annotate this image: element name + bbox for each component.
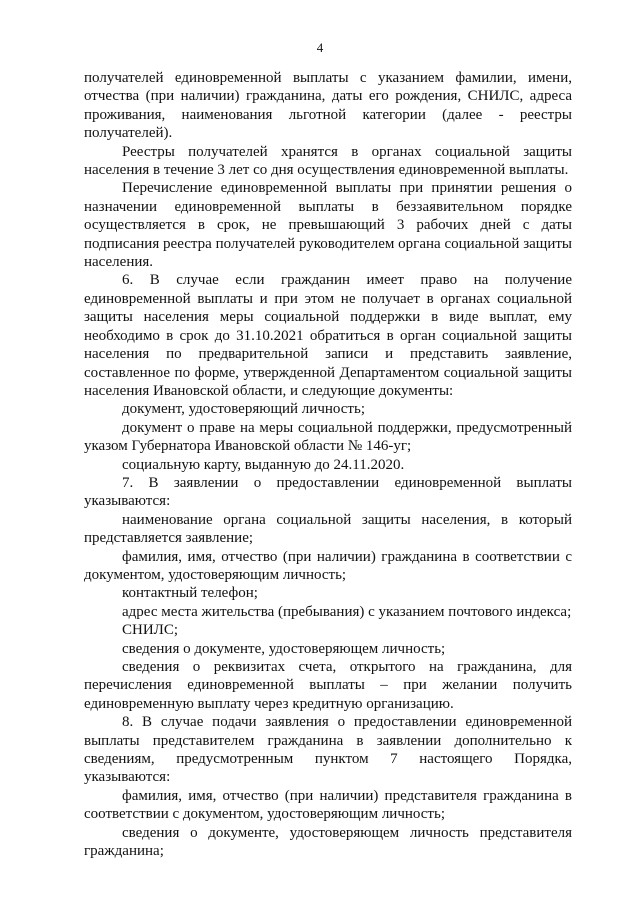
list-item-benefit-document: документ о праве на меры социальной поддержки, предусмотренный указом Губернатора Ивановской области № 146-уг; (84, 419, 572, 455)
list-item-identity-info: сведения о документе, удостоверяющем личность; (122, 640, 446, 657)
paragraph-transfer-term: Перечисление единовременной выплаты при принятии решения о назначении единовременной выплаты в беззаявительном порядке осуществляется в срок, не превышающий 3 рабочих дней с даты подписания реестра получателей руководителем органа социальной защиты населения. (84, 180, 572, 271)
list-item-phone: контактный телефон; (122, 585, 258, 602)
list-item-social-card: социальную карту, выданную до 24.11.2020. (122, 456, 405, 473)
document-body (84, 69, 572, 860)
list-item-representative-name: фамилия, имя, отчество (при наличии) представителя гражданина в соответствии с документом, удостоверяющим личность; (84, 787, 572, 823)
paragraph-continuation: получателей единовременной выплаты с указанием фамилии, имени, отчества (при наличии) гражданина, даты его рождения, СНИЛС, адреса проживания, наименования льготной категории (далее - реестры получателей). (84, 70, 572, 142)
page-number: 4 (316, 40, 324, 55)
paragraph-item-7: 7. В заявлении о предоставлении единовременной выплаты указываются: (84, 474, 572, 510)
list-item-snils: СНИЛС; (122, 622, 179, 639)
list-item-full-name: фамилия, имя, отчество (при наличии) гражданина в соответствии с документом, удостоверяющим личность; (84, 548, 572, 583)
list-item-address: адрес места жительства (пребывания) с указанием почтового индекса; (122, 603, 572, 620)
paragraph-registry-storage: Реестры получателей хранятся в органах социальной защиты населения в течение 3 лет со дня осуществления единовременной выплаты. (84, 143, 572, 179)
list-item-identity-document: документ, удостоверяющий личность; (122, 401, 365, 418)
list-item-representative-document: сведения о документе, удостоверяющем личность представителя гражданина; (84, 824, 572, 860)
list-item-authority-name: наименование органа социальной защиты населения, в который представляется заявление; (84, 511, 572, 547)
paragraph-item-6: 6. В случае если гражданин имеет право на получение единовременной выплаты и при этом не получает в органах социальной защиты населения меры социальной поддержки в виде выплат, ему необходимо в срок до 31.10.2021 обратиться в орган социальной защиты населения по предварительной записи и представить заявление, составленное по форме, утвержденной Департаментом социальной защиты населения Ивановской области, и следующие документы: (84, 272, 572, 399)
paragraph-item-8: 8. В случае подачи заявления о предоставлении единовременной выплаты представителем гражданина в заявлении дополнительно к сведениям, предусмотренным пунктом 7 настоящего Порядка, указываются: (84, 714, 572, 786)
list-item-bank-details: сведения о реквизитах счета, открытого на гражданина, для перечисления единовременной выплаты – при желании получить единовременную выплату через кредитную организацию. (84, 659, 572, 712)
